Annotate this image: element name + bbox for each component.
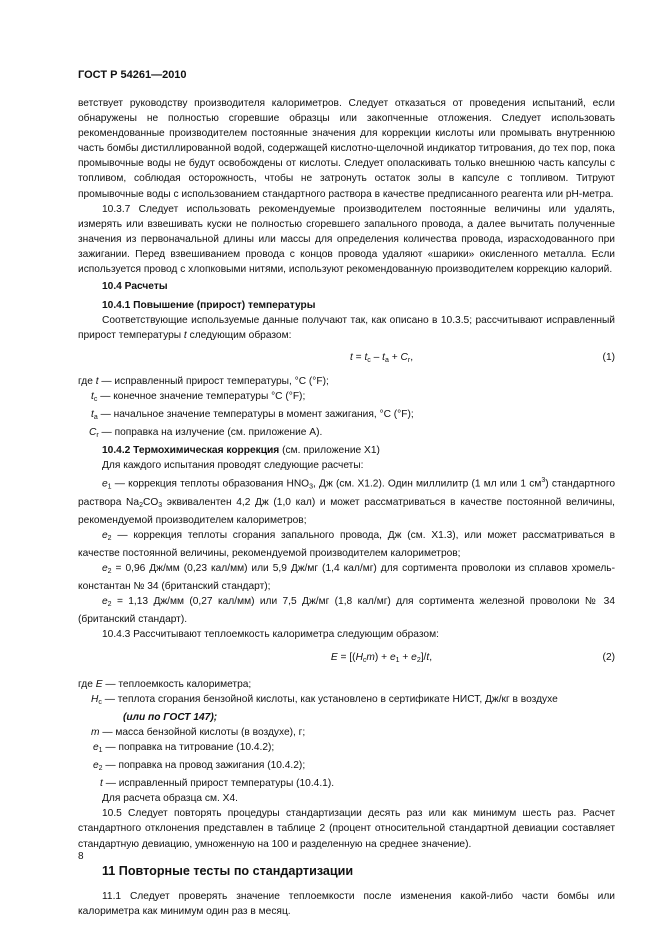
where-text: — начальное значение температуры в момент зажигания, °C (°F);: [100, 408, 414, 420]
where-sub: a: [93, 413, 98, 421]
paragraph-11-1: 11.1 Следует проверять значение теплоемкости после изменения какой-либо части бомбы или калориметра как минимум один раз в месяц.: [78, 890, 615, 917]
item-e2: [78, 528, 615, 561]
heading-10-4-2: [78, 443, 615, 458]
where-var: C: [89, 426, 97, 438]
eq-subscript: a: [384, 356, 389, 364]
eq-op: ) +: [374, 652, 390, 664]
where-var: H: [91, 693, 99, 705]
item-sub: 3: [309, 483, 314, 491]
item-e2-iron: [78, 594, 615, 627]
where-text: — теплота сгорания бензойной кислоты, как установлено в сертификате НИСТ, Дж/кг в воздухе: [104, 693, 558, 705]
eq-symbol: t: [364, 351, 368, 363]
item-var: e: [102, 596, 108, 608]
where-2-e2: [93, 758, 615, 776]
eq-op: ]/: [420, 652, 427, 664]
heading-bold: 10.4.2 Термохимическая коррекция: [102, 444, 280, 456]
page-number: 8: [78, 851, 84, 862]
eq-symbol: e: [389, 652, 396, 664]
heading-10-4: 10.4 Расчеты: [102, 281, 168, 293]
equation-2-body: [78, 650, 585, 668]
where-text: — масса бензойной кислоты (в воздухе), г;: [102, 726, 306, 738]
item-var: e: [102, 478, 108, 490]
eq-symbol: E: [330, 652, 338, 664]
where-text: — исправленный прирост температуры (10.4.1).: [105, 778, 335, 790]
paragraph-x4: Для расчета образца см. X4.: [102, 793, 238, 805]
text-part: Соответствующие используемые данные получают так, как описано в 10.3.5; рассчитывают исправленный прирост температуры: [78, 315, 615, 342]
item-text: ) стандартного раствора Na: [78, 478, 615, 508]
eq-op: = [(: [337, 652, 356, 664]
section-11-heading: 11 Повторные тесты по стандартизации: [102, 863, 354, 878]
equation-1: [78, 350, 615, 368]
where-1-t: [78, 374, 615, 389]
item-e2-chromel: [78, 561, 615, 594]
where-var: e: [93, 741, 99, 753]
eq-symbol: e: [411, 652, 417, 664]
eq-symbol: t: [382, 351, 385, 363]
eq-symbol: C: [400, 351, 408, 363]
paragraph-10-4-2-intro: Для каждого испытания проводят следующие расчеты:: [102, 460, 364, 472]
equation-1-body: [78, 350, 585, 368]
where-2-hc: [91, 692, 615, 725]
where-var: t: [100, 778, 103, 790]
eq-subscript: 2: [416, 657, 421, 665]
where-2-e1: [93, 740, 615, 758]
item-text: = 0,96 Дж/мм (0,23 кал/мм) или 5,9 Дж/мг (1,4 кал/мг) для сортимента проволоки из сплавов хромель-константан № 34 (британский стандарт);: [78, 563, 615, 593]
where-text: — поправка на провод зажигания (10.4.2);: [105, 760, 306, 772]
eq-symbol: H: [355, 652, 363, 664]
item-sub: 2: [139, 501, 143, 509]
item-text: эквивалентен 4,2 Дж (1,0 кал) и может рассматриваться в качестве постоянной величины, рекомендуемой производителем калориметров;: [78, 496, 615, 526]
where-sub: 2: [98, 765, 103, 773]
equation-1-number: (1): [602, 351, 615, 363]
where-2-m: [91, 725, 615, 740]
item-sup: 3: [541, 477, 546, 485]
where-var: e: [93, 760, 99, 772]
paragraph-10-4-3: 10.4.3 Рассчитывают теплоемкость калориметра следующим образом:: [102, 629, 439, 641]
item-sub: 3: [158, 501, 163, 509]
paragraph-intro: ветствует руководству производителя калориметров. Следует отказаться от проведения испытаний, если обнаружены не полностью сгоревшие образцы или закопченные отложения. Следует использовать рекомендованные производителем постоянные значения для коррекции кислоты или промывать внутреннюю часть бомбы дистиллированной водой, содержащей кислотно-щелочной индикатор титрования, до тех пор, пока промывочные воды не будут освобождены от кислоты. Следует ополаскивать только внешнюю часть капсулы с топливом, соблюдая осторожность, чтобы не затронуть остаток золы в капсуле с топливом. Титруют промывочные воды с использованием стандартного раствора в качестве предписанного реагента или pH-метра.: [78, 98, 615, 200]
where-var: t: [95, 375, 99, 387]
variable: t: [183, 330, 187, 342]
paragraph-10-4-1: [78, 313, 615, 343]
eq-symbol: t: [349, 351, 353, 363]
where-sub: r: [96, 431, 99, 439]
where-sub: 1: [98, 746, 103, 754]
where-text: — исправленный прирост температуры, °C (°F);: [101, 375, 329, 387]
item-var: e: [102, 563, 108, 575]
item-sub: 2: [107, 534, 112, 542]
item-e1: [78, 473, 615, 528]
paragraph-10-5: 10.5 Следует повторять процедуры стандартизации десять раз или как минимум шесть раз. Расчет стандартного отклонения представлен в таблице 2 (процент относительной стандартной девиации составляет стандартную девиацию, умноженную на 100 и разделенную на среднее значение).: [78, 808, 615, 850]
eq-op: +: [399, 652, 412, 664]
equation-2-number: (2): [602, 652, 615, 664]
eq-subscript: c: [362, 657, 367, 665]
where-text: — конечное значение температуры °C (°F);: [100, 390, 306, 402]
document-body: [78, 96, 615, 919]
item-sub: 2: [107, 568, 112, 576]
where-sub: c: [98, 698, 102, 706]
eq-op: =: [352, 351, 365, 363]
where-lead: где: [78, 375, 93, 387]
eq-op: ,: [410, 351, 414, 363]
where-var: t: [91, 408, 94, 420]
equation-2: [78, 650, 615, 668]
eq-op: +: [388, 351, 401, 363]
eq-subscript: r: [407, 356, 411, 364]
text-part: следующим образом:: [189, 330, 292, 342]
heading-rest: (см. приложение X1): [282, 444, 380, 456]
eq-symbol: t: [426, 652, 430, 664]
where-text-bold: (или по ГОСТ 147);: [123, 711, 218, 723]
eq-subscript: c: [367, 356, 371, 364]
item-var: e: [102, 529, 108, 541]
where-sub: c: [93, 395, 98, 403]
item-text: CO: [142, 496, 159, 508]
where-text: — поправка на излучение (см. приложение А).: [101, 426, 323, 438]
where-1-ta: [91, 407, 615, 425]
item-text: — коррекция теплоты сгорания запального провода, Дж (см. X1.3), или может рассматриваться в качестве постоянной величины, рекомендуемой производителем калориметров;: [78, 529, 615, 559]
where-2-t: [100, 776, 615, 791]
where-text: — поправка на титрование (10.4.2);: [105, 741, 275, 753]
where-1-cr: [89, 425, 615, 443]
where-2-e: [78, 677, 615, 692]
item-sub: 2: [107, 601, 112, 609]
eq-subscript: 1: [395, 657, 400, 665]
where-var: m: [91, 726, 100, 738]
paragraph-10-3-7: 10.3.7 Следует использовать рекомендуемые производителем постоянные величины или удалять, измерять или взвешивать куски не полностью сгоревшего запального провода, а далее вычитать полученные значения из первоначальной длины или массы для определения количества провода, израсходованного при зажигании. Перед взвешиванием провода с концов провода удаляют «шарики» окисленного металла. Если используется провод с хлопковыми нитями, используют рекомендованную производителем коррекцию калорий.: [78, 203, 615, 276]
item-text: = 1,13 Дж/мм (0,27 кал/мм) или 7,5 Дж/мг (1,8 кал/мг) для сортимента железной проволоки № 34 (британский стандарт).: [78, 596, 615, 626]
where-1-tc: [91, 389, 615, 407]
document-header: ГОСТ Р 54261—2010: [78, 69, 187, 81]
item-text: — коррекция теплоты образования HNO: [114, 478, 310, 490]
item-sub: 1: [107, 483, 112, 491]
where-lead: где: [78, 678, 93, 690]
eq-symbol: m: [366, 652, 375, 664]
where-var: t: [91, 390, 94, 402]
eq-op: ,: [429, 652, 433, 664]
heading-10-4-1: 10.4.1 Повышение (прирост) температуры: [102, 300, 316, 312]
where-text: — теплоемкость калориметра;: [105, 678, 252, 690]
item-text: , Дж (см. X1.2). Один миллилитр (1 мл или 1 см: [313, 478, 542, 490]
where-var: E: [95, 678, 103, 690]
eq-op: –: [370, 351, 383, 363]
